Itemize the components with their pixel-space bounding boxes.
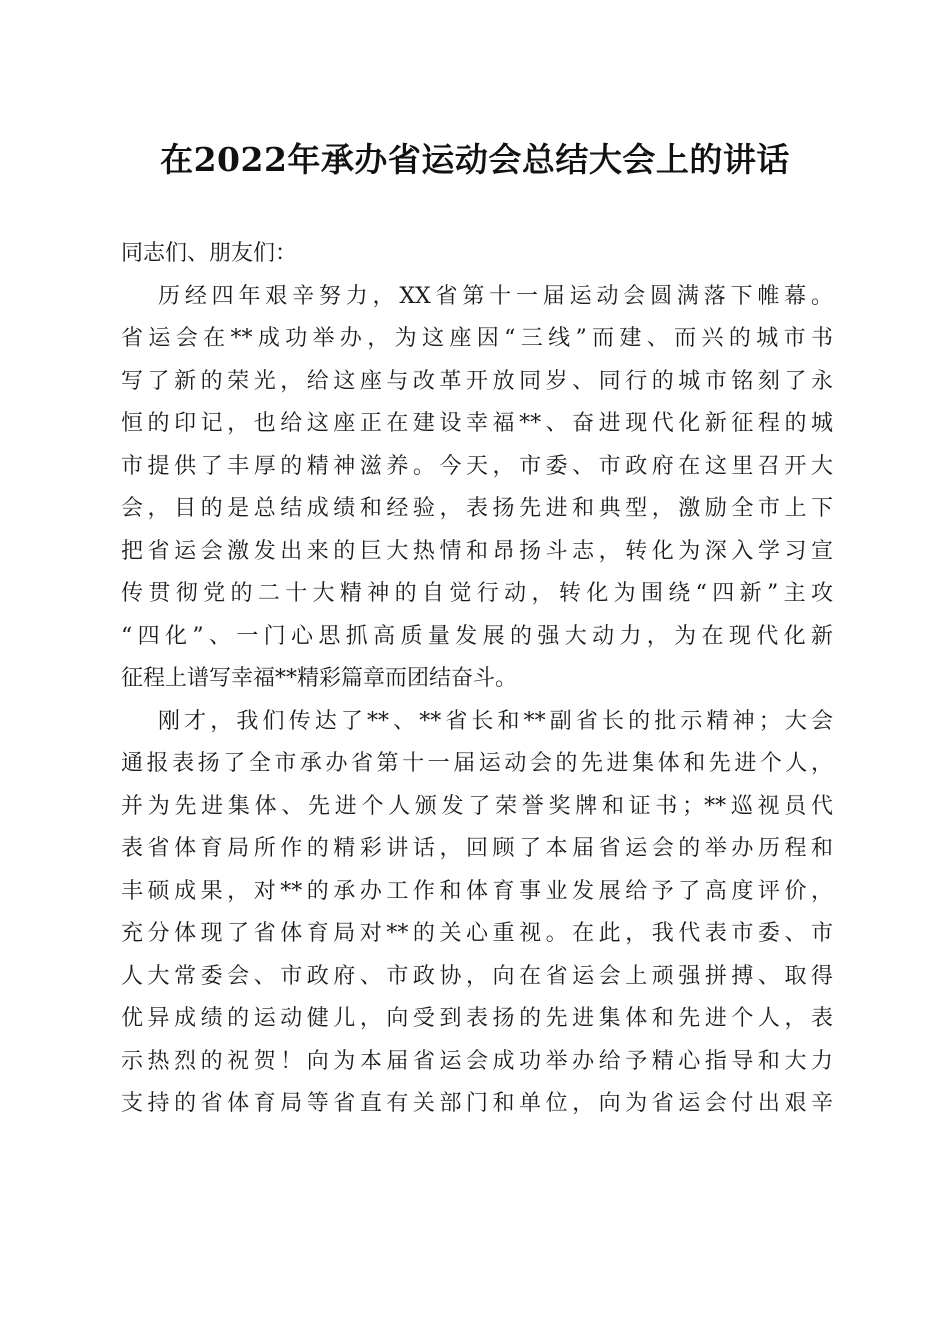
paragraph-1-line: 恒的印记，也给这座正在建设幸福**、奋进现代化新征程的城 xyxy=(121,411,833,436)
paragraph-2-line: 通报表扬了全市承办省第十一届运动会的先进集体和先进个人， xyxy=(121,751,833,776)
paragraph-1-line: 省运会在**成功举办，为这座因“三线”而建、而兴的城市书 xyxy=(121,326,833,351)
paragraph-2-line: 刚才，我们传达了**、**省长和**副省长的批示精神；大会 xyxy=(158,708,833,734)
paragraph-1-line: 写了新的荣光，给这座与改革开放同岁、同行的城市铭刻了永 xyxy=(121,368,833,394)
paragraph-2-line: 丰硕成果，对**的承办工作和体育事业发展给予了高度评价， xyxy=(121,878,833,904)
paragraph-2 xyxy=(121,701,833,1126)
paragraph-1-line: 市提供了丰厚的精神滋养。今天，市委、市政府在这里召开大 xyxy=(121,453,833,479)
document-body xyxy=(121,233,833,1126)
paragraph-2-line: 人大常委会、市政府、市政协，向在省运会上顽强拼搏、取得 xyxy=(121,963,833,989)
paragraph-2-line: 示热烈的祝贺！向为本届省运会成功举办给予精心指导和大力 xyxy=(121,1048,833,1074)
paragraph-2-line: 表省体育局所作的精彩讲话，回顾了本届省运会的举办历程和 xyxy=(121,836,833,861)
paragraph-2-line: 充分体现了省体育局对**的关心重视。在此，我代表市委、市 xyxy=(121,921,833,946)
greeting-line: 同志们、朋友们： xyxy=(121,241,298,266)
paragraph-1-line: 征程上谱写幸福**精彩篇章而团结奋斗。 xyxy=(121,666,518,691)
paragraph-1-line: 历经四年艰辛努力，XX省第十一届运动会圆满落下帷幕。 xyxy=(158,283,833,309)
document-title: 在2022年承办省运动会总结大会上的讲话 xyxy=(160,140,790,179)
paragraph-2-line: 并为先进集体、先进个人颁发了荣誉奖牌和证书；**巡视员代 xyxy=(121,793,833,819)
paragraph-1 xyxy=(121,276,833,701)
paragraph-1-line: 传贯彻党的二十大精神的自觉行动，转化为围绕“四新”主攻 xyxy=(121,581,833,606)
paragraph-1-line: 把省运会激发出来的巨大热情和昂扬斗志，转化为深入学习宣 xyxy=(121,538,833,564)
paragraph-1-line: “四化”、一门心思抓高质量发展的强大动力，为在现代化新 xyxy=(121,623,833,649)
paragraph-1-line: 会，目的是总结成绩和经验，表扬先进和典型，激励全市上下 xyxy=(121,496,833,521)
paragraph-2-line: 支持的省体育局等省直有关部门和单位，向为省运会付出艰辛 xyxy=(121,1091,833,1116)
paragraph-2-line: 优异成绩的运动健儿，向受到表扬的先进集体和先进个人，表 xyxy=(121,1006,833,1031)
